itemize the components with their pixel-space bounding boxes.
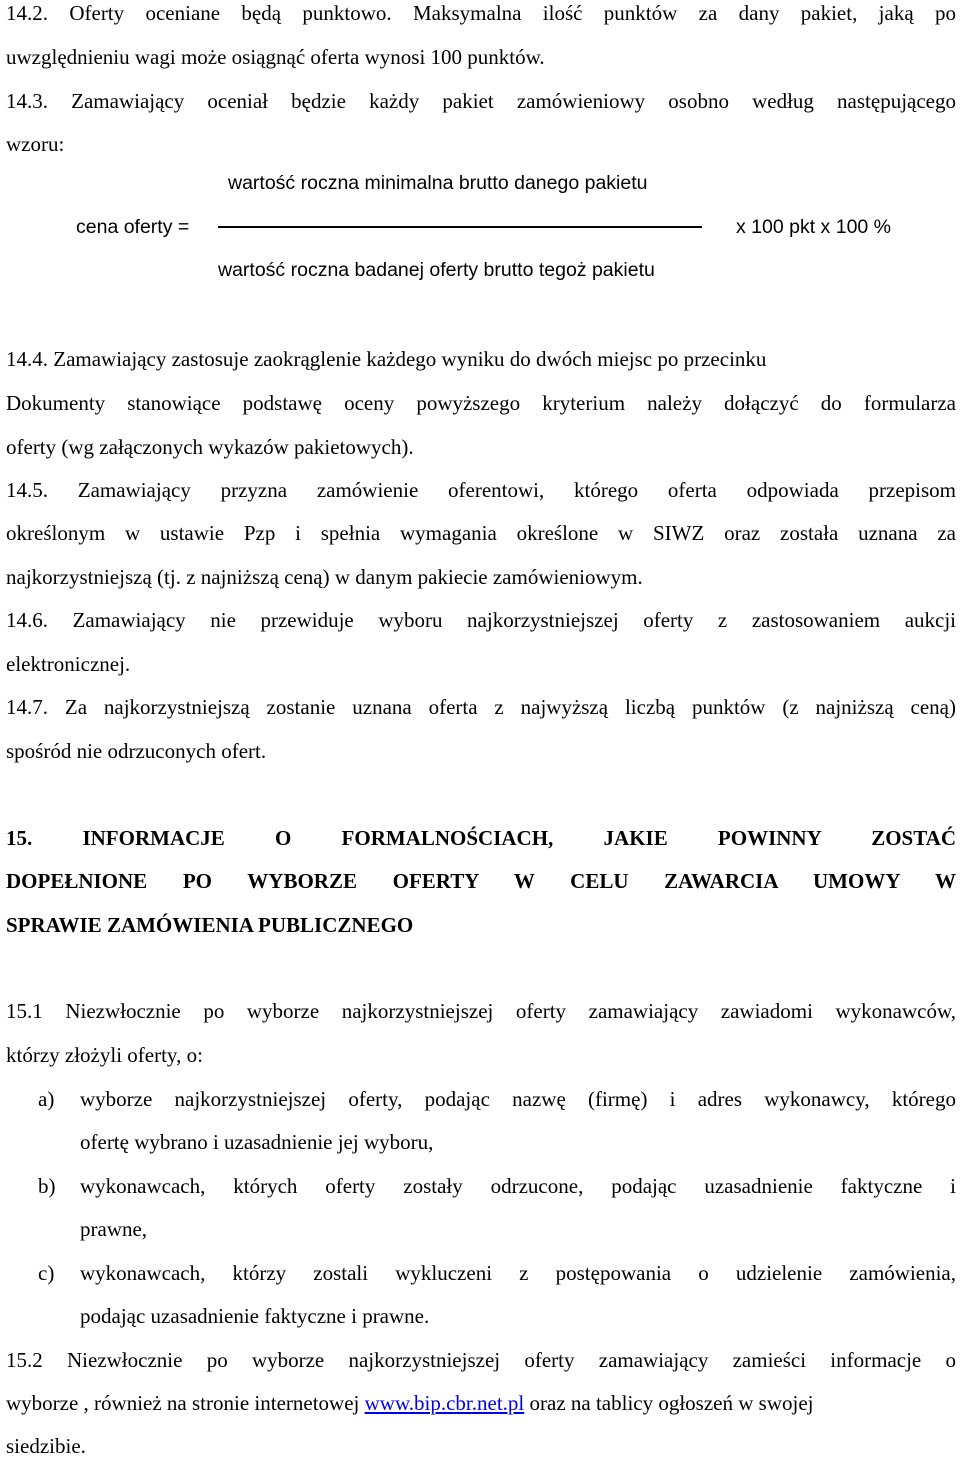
section-15-heading-line-3: SPRAWIE ZAMÓWIENIA PUBLICZNEGO	[6, 913, 414, 937]
formula-denominator: wartość roczna badanej oferty brutto tegoż pakietu	[218, 259, 655, 281]
s14-3-line-2: wzoru:	[6, 132, 65, 156]
s14-3-line-1: 14.3. Zamawiający oceniał będzie każdy pakiet zamówieniowy osobno według następującego	[6, 89, 956, 113]
s15-2-line-2	[6, 1390, 956, 1416]
s14-7-line-2: spośród nie odrzuconych ofert.	[6, 739, 267, 763]
list-item-a-marker: a)	[38, 1087, 55, 1111]
s14-4-line-3: oferty (wg załączonych wykazów pakietowych).	[6, 435, 414, 459]
s14-5-line-2: określonym w ustawie Pzp i spełnia wymagania określone w SIWZ oraz została uznana za	[6, 521, 956, 545]
formula-rhs: x 100 pkt x 100 %	[736, 216, 892, 238]
s15-2-line-3: siedzibie.	[6, 1434, 86, 1458]
s14-6-line-1: 14.6. Zamawiający nie przewiduje wyboru najkorzystniejszej oferty z zastosowaniem aukcji	[6, 608, 956, 632]
s14-4-line-2: Dokumenty stanowiące podstawę oceny powyższego kryterium należy dołączyć do formularza	[6, 391, 956, 415]
list-item-c-line-1: wykonawcach, którzy zostali wykluczeni z postępowania o udzielenie zamówienia,	[80, 1261, 956, 1285]
list-item-a-line-2: ofertę wybrano i uzasadnienie jej wyboru,	[80, 1130, 434, 1154]
s15-2-text-before-link: wyborze , również na stronie internetowej	[6, 1391, 365, 1415]
s15-2-line-1: 15.2 Niezwłocznie po wyborze najkorzystniejszej oferty zamawiający zamieści informacje o	[6, 1348, 956, 1372]
s15-1-line-1: 15.1 Niezwłocznie po wyborze najkorzystniejszej oferty zamawiający zawiadomi wykonawców,	[6, 999, 956, 1023]
s14-6-line-2: elektronicznej.	[6, 652, 131, 676]
fraction-bar	[218, 226, 702, 228]
list-item-b-line-1: wykonawcach, których oferty zostały odrzucone, podając uzasadnienie faktyczne i	[80, 1174, 956, 1198]
list-item-a-line-1: wyborze najkorzystniejszej oferty, podając nazwę (firmę) i adres wykonawcy, którego	[80, 1087, 956, 1111]
s14-2-line-2: uwzględnieniu wagi może osiągnąć oferta wynosi 100 punktów.	[6, 45, 545, 69]
list-item-c-marker: c)	[38, 1261, 55, 1285]
formula-numerator: wartość roczna minimalna brutto danego pakietu	[228, 172, 648, 194]
list-item-b-marker: b)	[38, 1174, 56, 1198]
formula-lhs: cena oferty =	[76, 216, 190, 238]
list-item-c-line-2: podając uzasadnienie faktyczne i prawne.	[80, 1304, 430, 1328]
section-15-heading-line-1: 15. INFORMACJE O FORMALNOŚCIACH, JAKIE POWINNY ZOSTAĆ	[6, 826, 956, 850]
list-item-b-line-2: prawne,	[80, 1217, 148, 1241]
section-15-heading-line-2: DOPEŁNIONE PO WYBORZE OFERTY W CELU ZAWARCIA UMOWY W	[6, 869, 956, 893]
s14-4-line-1: 14.4. Zamawiający zastosuje zaokrąglenie każdego wyniku do dwóch miejsc po przecinku	[6, 347, 767, 371]
s14-5-line-3: najkorzystniejszą (tj. z najniższą ceną) w danym pakiecie zamówieniowym.	[6, 565, 643, 589]
s15-1-line-2: którzy złożyli oferty, o:	[6, 1043, 203, 1067]
s14-5-line-1: 14.5. Zamawiający przyzna zamówienie oferentowi, którego oferta odpowiada przepisom	[6, 478, 956, 502]
s15-2-text-after-link: oraz na tablicy ogłoszeń w swojej	[524, 1391, 814, 1415]
bip-website-link[interactable]: www.bip.cbr.net.pl	[364, 1391, 525, 1415]
s14-2-line-1: 14.2. Oferty oceniane będą punktowo. Maksymalna ilość punktów za dany pakiet, jaką po	[6, 1, 956, 25]
s14-7-line-1: 14.7. Za najkorzystniejszą zostanie uznana oferta z najwyższą liczbą punktów (z najniższą ceną)	[6, 695, 956, 719]
